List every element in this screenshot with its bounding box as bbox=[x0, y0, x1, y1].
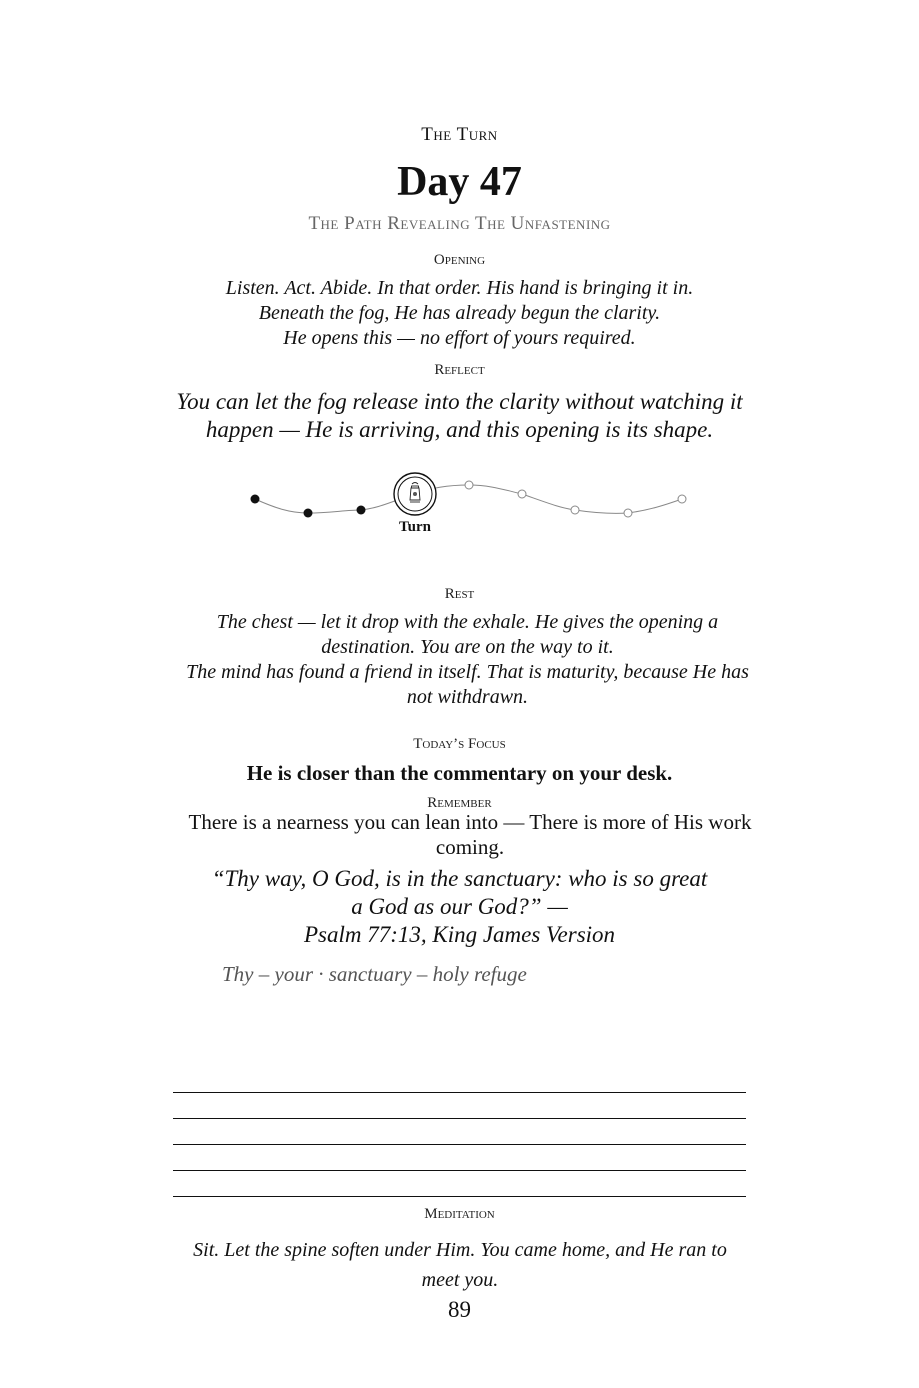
focus-text: He is closer than the commentary on your desk. bbox=[246, 761, 673, 785]
remember-text: There is a nearness you can lean into — There is more of His work coming. bbox=[188, 810, 752, 859]
journal-line[interactable] bbox=[173, 1092, 746, 1093]
opening-text bbox=[0, 276, 919, 351]
journey-step-current bbox=[394, 473, 436, 515]
journey-current-label: Turn bbox=[399, 519, 431, 535]
reflect-line: You can let the fog release into the clarity without watching it bbox=[176, 389, 743, 414]
verse-line: a God as our God?” — bbox=[351, 894, 568, 919]
journey-step-completed bbox=[357, 506, 366, 515]
journey-step-upcoming bbox=[678, 495, 686, 503]
day-title: Day 47 bbox=[397, 159, 522, 205]
rest-text bbox=[185, 610, 750, 710]
page-number: 89 bbox=[448, 1297, 471, 1322]
journey-step-upcoming bbox=[624, 509, 632, 517]
opening-label: Opening bbox=[433, 252, 486, 268]
theme-subtitle: The Path Revealing The Unfastening bbox=[308, 213, 611, 234]
journal-line[interactable] bbox=[173, 1144, 746, 1145]
meditation-text: Sit. Let the spine soften under Him. You came home, and He ran to meet you. bbox=[193, 1239, 727, 1291]
journal-line[interactable] bbox=[173, 1118, 746, 1119]
rest-paragraph: The mind has found a friend in itself. That is maturity, because He has not withdrawn. bbox=[186, 661, 749, 708]
journal-line[interactable] bbox=[173, 1170, 746, 1171]
opening-line: Listen. Act. Abide. In that order. His hand is bringing it in. bbox=[225, 277, 694, 299]
reflect-line: happen — He is arriving, and this opening is its shape. bbox=[205, 417, 714, 442]
meditation-label: Meditation bbox=[424, 1206, 495, 1222]
journal-line[interactable] bbox=[173, 1196, 746, 1197]
opening-line: Beneath the fog, He has already begun the clarity. bbox=[258, 302, 661, 324]
journey-step-upcoming bbox=[571, 506, 579, 514]
scripture-verse bbox=[0, 865, 919, 949]
rest-paragraph: The chest — let it drop with the exhale. He gives the opening a destination. You are on the way to it. bbox=[216, 611, 719, 658]
focus-label: Today’s Focus bbox=[413, 736, 506, 752]
verse-gloss: Thy – your · sanctuary – holy refuge bbox=[222, 962, 527, 986]
part-title: The Turn bbox=[421, 124, 498, 145]
journey-step-upcoming bbox=[465, 481, 473, 489]
journey-step-upcoming bbox=[518, 490, 526, 498]
reflect-text bbox=[0, 388, 919, 444]
journey-step-completed bbox=[304, 509, 313, 518]
opening-line: He opens this — no effort of yours required. bbox=[283, 327, 636, 349]
journey-path bbox=[0, 460, 919, 550]
verse-line: “Thy way, O God, is in the sanctuary: who is so great bbox=[211, 866, 708, 891]
rest-label: Rest bbox=[444, 586, 475, 602]
journey-step-completed bbox=[251, 495, 260, 504]
remember-label: Remember bbox=[427, 795, 492, 811]
verse-citation: Psalm 77:13, King James Version bbox=[303, 922, 616, 947]
reflect-label: Reflect bbox=[434, 362, 485, 378]
